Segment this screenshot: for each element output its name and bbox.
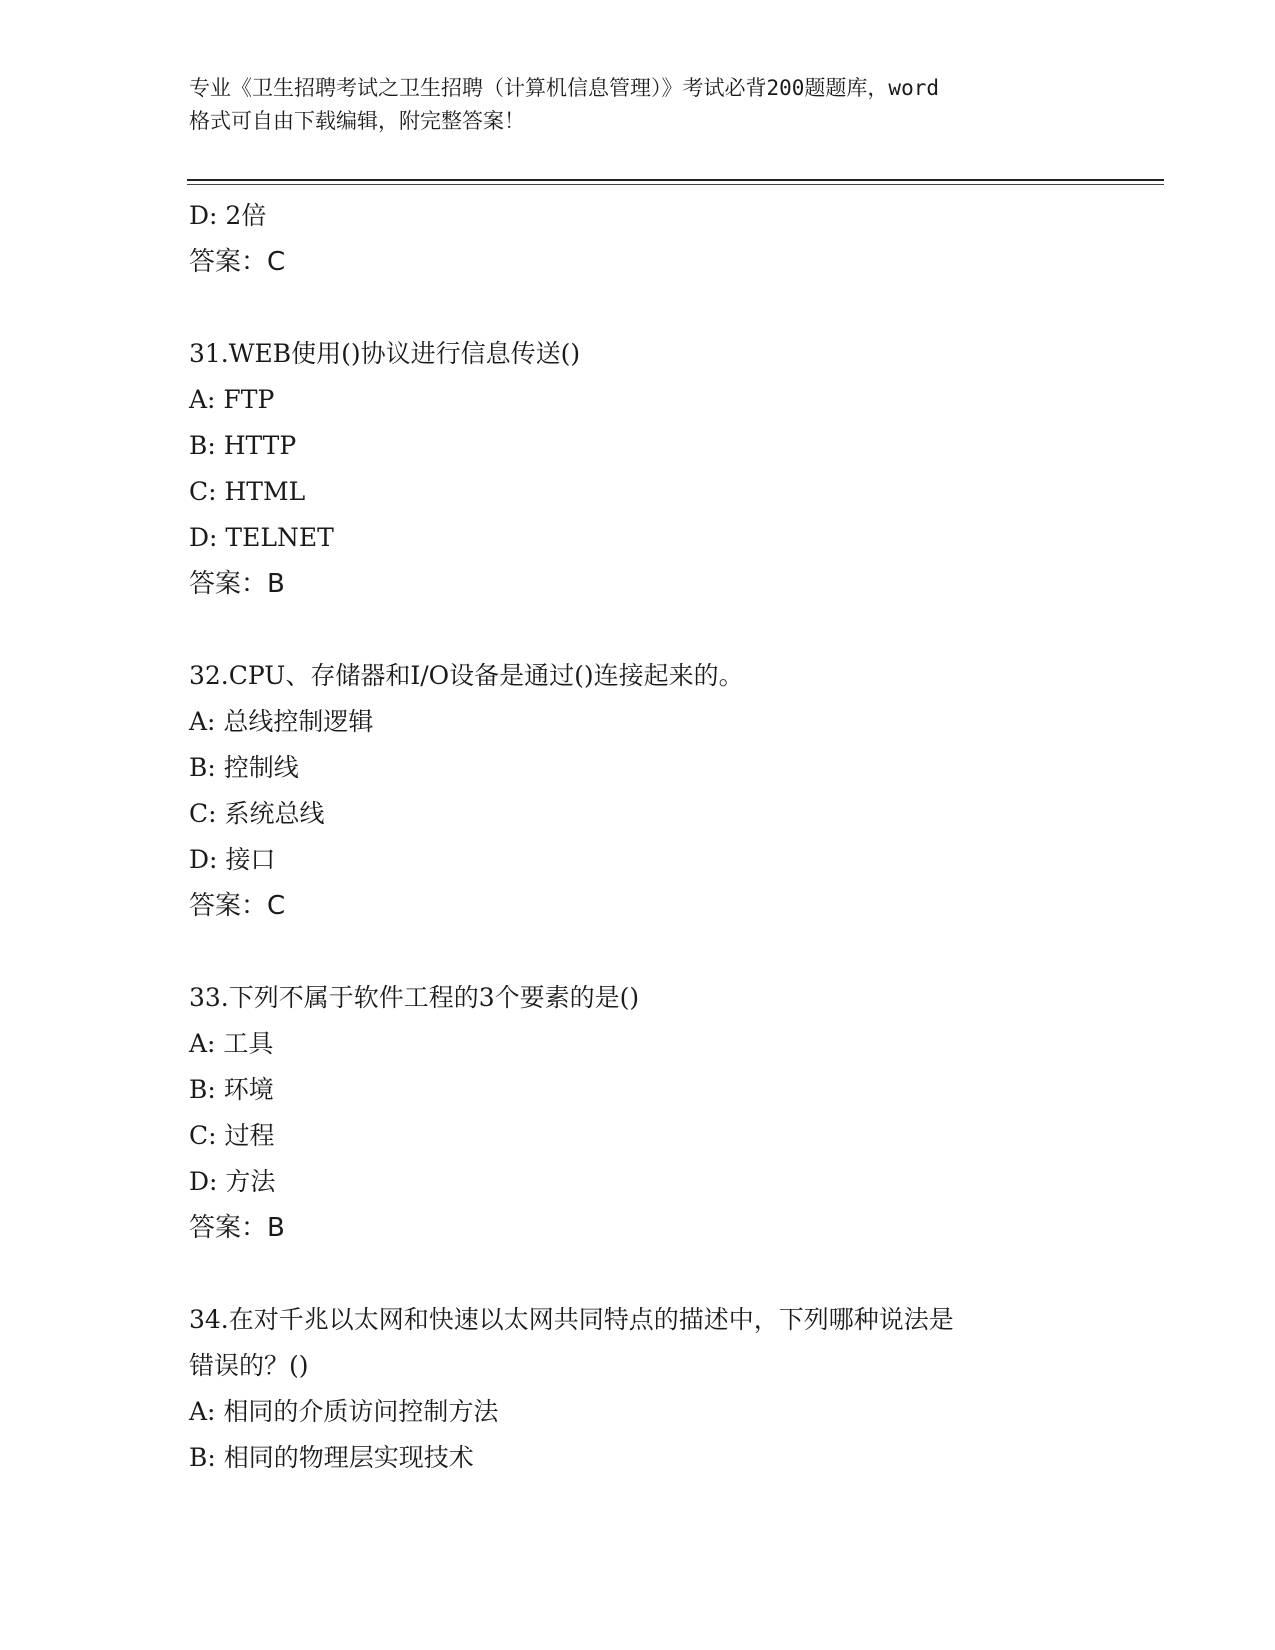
- option-line: B: 控制线: [189, 753, 299, 782]
- option-line: C: HTML: [189, 477, 306, 506]
- option-line: A: 工具: [189, 1029, 274, 1058]
- answer-line: 答案：B: [189, 1213, 285, 1243]
- answer-line: 答案：B: [189, 569, 285, 599]
- question-32: [189, 653, 1149, 929]
- spacer: [189, 1251, 1149, 1297]
- option-line: A: FTP: [189, 385, 275, 414]
- question-stem: 32.CPU、存储器和I/O设备是通过()连接起来的。: [189, 661, 744, 690]
- option-line: D: TELNET: [189, 523, 334, 552]
- question-content: [189, 193, 1149, 1481]
- option-line: B: 相同的物理层实现技术: [189, 1443, 474, 1472]
- question-stem-line-2: 错误的？(): [189, 1351, 309, 1380]
- question-31: [189, 331, 1149, 607]
- question-stem: 31.WEB使用()协议进行信息传送(): [189, 339, 581, 368]
- option-line: A: 相同的介质访问控制方法: [189, 1397, 499, 1426]
- spacer: [189, 285, 1149, 331]
- question-stem: 33.下列不属于软件工程的3个要素的是(): [189, 983, 640, 1012]
- option-line: B: 环境: [189, 1075, 274, 1104]
- question-stem-line-1: 34.在对千兆以太网和快速以太网共同特点的描述中，下列哪种说法是: [189, 1305, 954, 1334]
- question-34: [189, 1297, 1149, 1481]
- option-line: A: 总线控制逻辑: [189, 707, 374, 736]
- answer-line: 答案：C: [189, 247, 286, 277]
- option-line: D: 2倍: [189, 201, 267, 230]
- header-line-1: 专业《卫生招聘考试之卫生招聘（计算机信息管理）》考试必背200题题库，word: [189, 76, 939, 100]
- option-line: C: 过程: [189, 1121, 275, 1150]
- option-line: D: 方法: [189, 1167, 276, 1196]
- spacer: [189, 607, 1149, 653]
- question-33: [189, 975, 1149, 1251]
- spacer: [189, 929, 1149, 975]
- option-line: C: 系统总线: [189, 799, 325, 828]
- header-line-2: 格式可自由下载编辑，附完整答案！: [189, 109, 525, 133]
- header-divider-thin: [187, 184, 1164, 185]
- option-line: D: 接口: [189, 845, 276, 874]
- header-divider-thick: [187, 179, 1164, 181]
- option-line: B: HTTP: [189, 431, 297, 460]
- answer-line: 答案：C: [189, 891, 286, 921]
- document-header: [189, 72, 1089, 138]
